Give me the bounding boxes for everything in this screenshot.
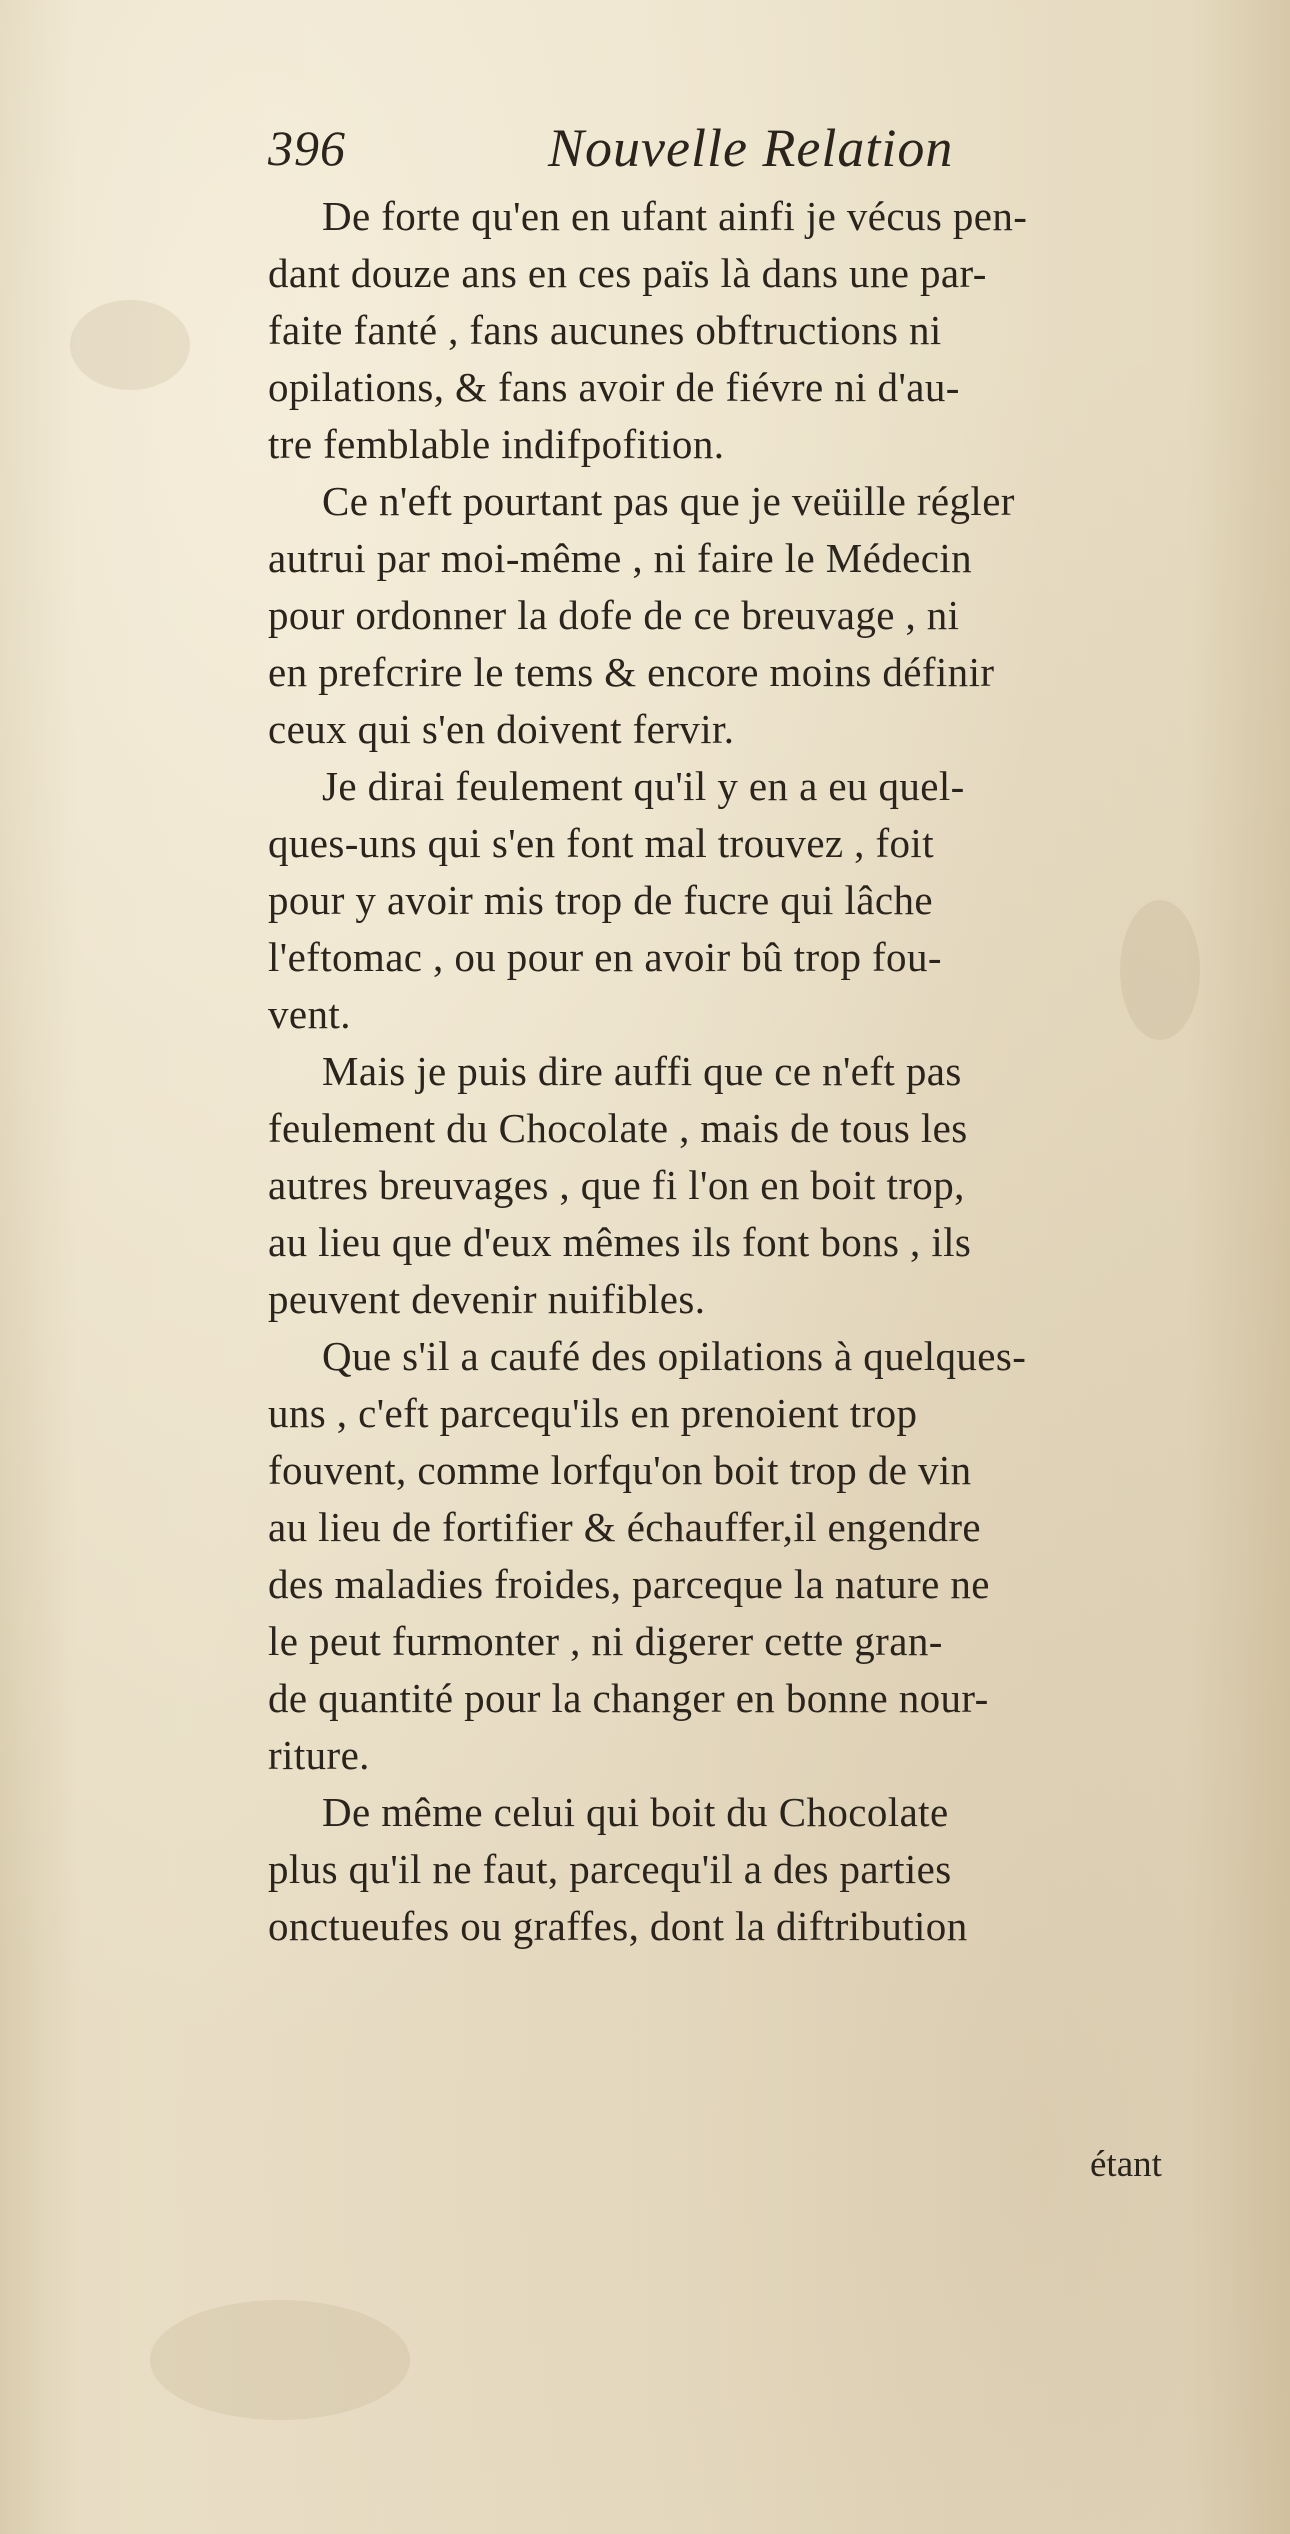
text-line: De même celui qui boit du Chocolate (322, 1789, 949, 1835)
page-number: 396 (268, 120, 346, 176)
text-line: feulement du Chocolate , mais de tous les (268, 1105, 968, 1151)
text-line: plus qu'il ne faut, parcequ'il a des parties (268, 1846, 952, 1892)
text-line: De forte qu'en en ufant ainfi je vécus pen- (322, 193, 1028, 239)
text-line: en prefcrire le tems & encore moins définir (268, 649, 995, 695)
text-line: uns , c'eft parcequ'ils en prenoient trop (268, 1390, 918, 1436)
text-line: peuvent devenir nuifibles. (268, 1276, 706, 1322)
text-line: au lieu de fortifier & échauffer,il engendre (268, 1504, 981, 1550)
text-line: onctueufes ou graffes, dont la diftribution (268, 1903, 968, 1949)
text-line: le peut furmonter , ni digerer cette gran- (268, 1618, 943, 1664)
text-line: riture. (268, 1732, 370, 1778)
text-line: ques-uns qui s'en font mal trouvez , foit (268, 820, 934, 866)
paper-stain (1120, 900, 1200, 1040)
text-line: vent. (268, 991, 351, 1037)
text-line: autres breuvages , que fi l'on en boit trop, (268, 1162, 965, 1208)
text-line: pour ordonner la dofe de ce breuvage , ni (268, 592, 960, 638)
text-line: dant douze ans en ces païs là dans une par- (268, 250, 987, 296)
text-line: fouvent, comme lorfqu'on boit trop de vin (268, 1447, 972, 1493)
text-line: Mais je puis dire auffi que ce n'eft pas (322, 1048, 962, 1094)
text-line: opilations, & fans avoir de fiévre ni d'au- (268, 364, 960, 410)
text-line: Ce n'eft pourtant pas que je veüille régler (322, 478, 1015, 524)
text-line: ceux qui s'en doivent fervir. (268, 706, 735, 752)
catchword: étant (1090, 2144, 1162, 2185)
running-title: Nouvelle Relation (548, 118, 954, 178)
text-line: de quantité pour la changer en bonne nour- (268, 1675, 989, 1721)
text-line: Je dirai feulement qu'il y en a eu quel- (322, 763, 965, 809)
paper-stain (150, 2300, 410, 2420)
text-line: Que s'il a caufé des opilations à quelques- (322, 1333, 1027, 1379)
page-header (268, 118, 1168, 188)
text-line: autrui par moi-même , ni faire le Médecin (268, 535, 973, 581)
text-line: l'eftomac , ou pour en avoir bû trop fou- (268, 934, 942, 980)
paper-stain (70, 300, 190, 390)
text-line: tre femblable indifpofition. (268, 421, 725, 467)
text-line: des maladies froides, parceque la nature ne (268, 1561, 990, 1607)
text-line: pour y avoir mis trop de fucre qui lâche (268, 877, 933, 923)
text-line: faite fanté , fans aucunes obftructions ni (268, 307, 942, 353)
text-line: au lieu que d'eux mêmes ils font bons , ils (268, 1219, 972, 1265)
